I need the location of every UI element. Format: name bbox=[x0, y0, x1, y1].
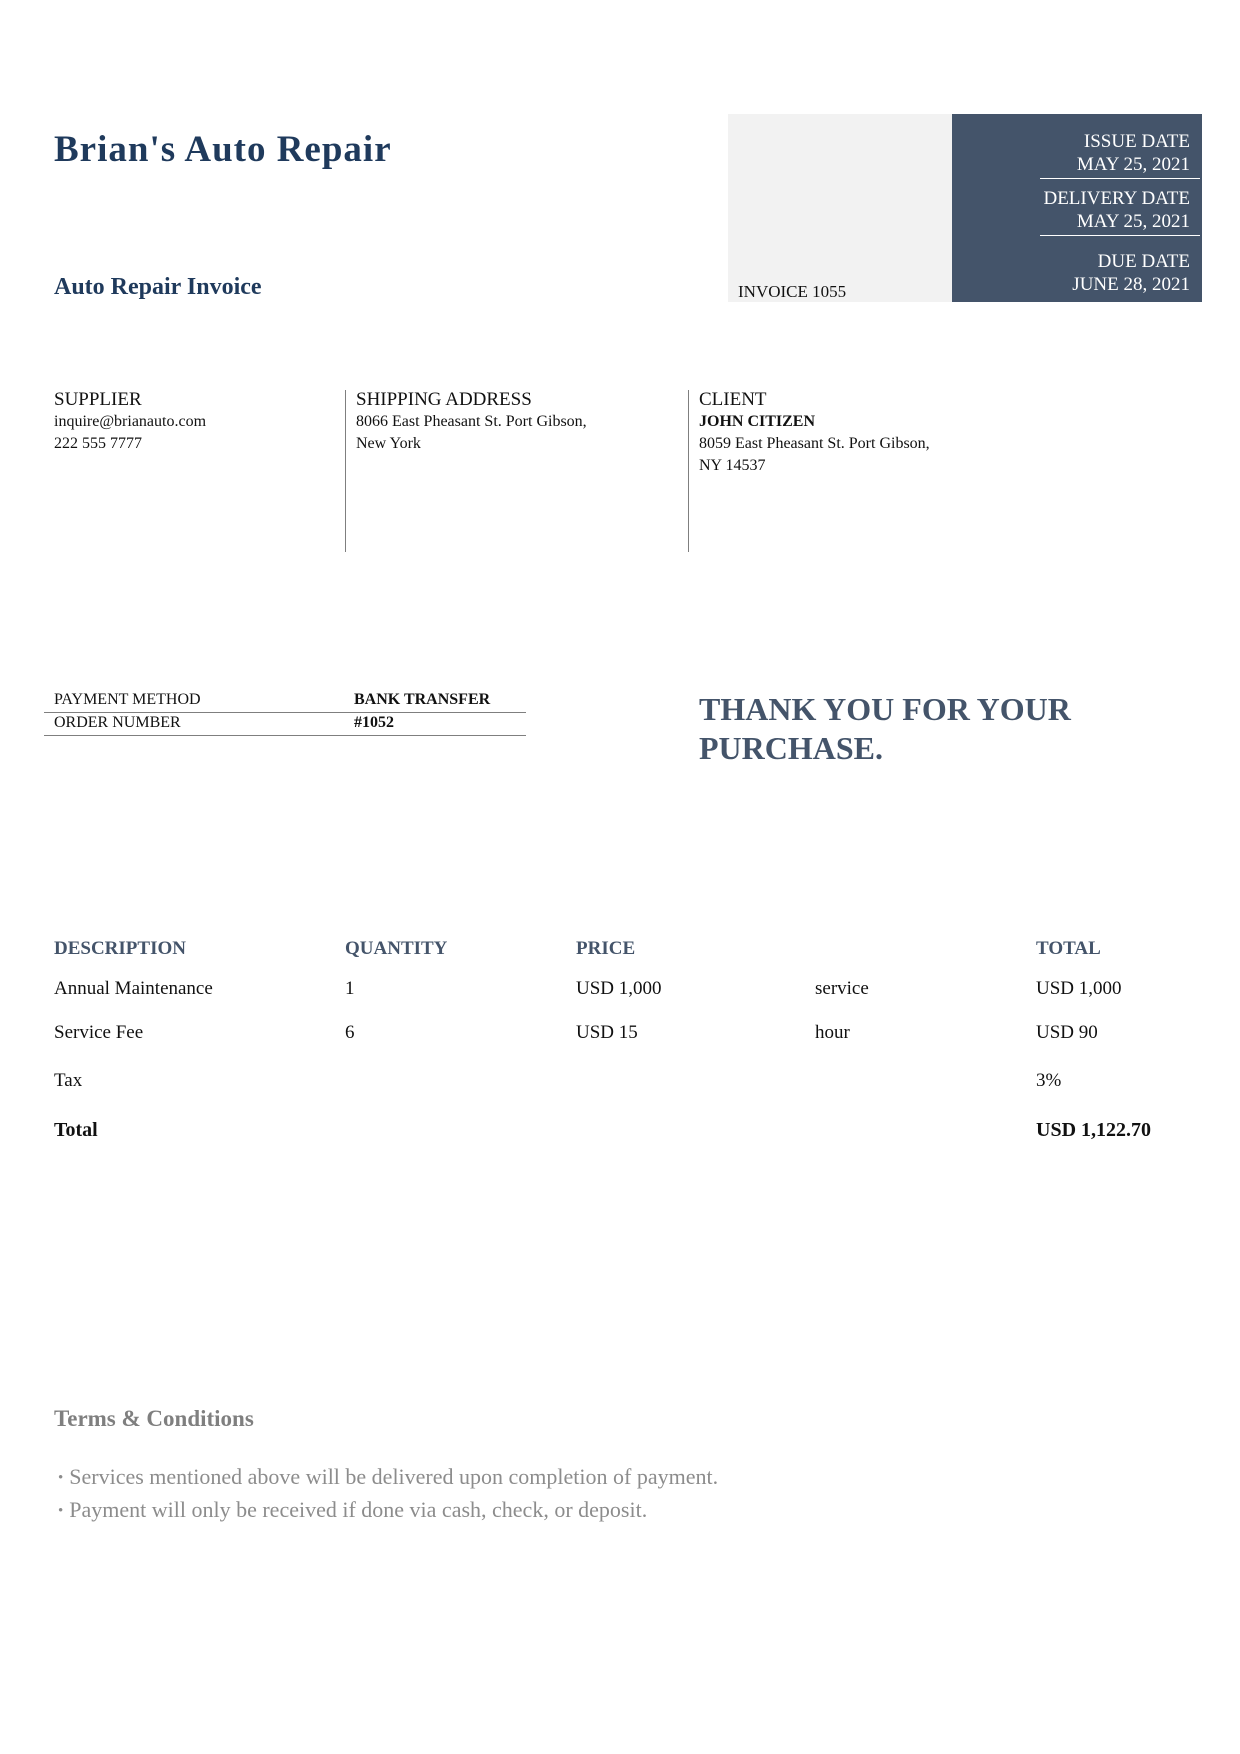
payment-divider bbox=[44, 735, 526, 736]
invoice-number-box bbox=[728, 114, 952, 302]
row-unit: hour bbox=[815, 1022, 850, 1043]
payment-divider bbox=[44, 712, 526, 713]
row-description: Service Fee bbox=[54, 1022, 144, 1043]
supplier-phone: 222 555 7777 bbox=[54, 435, 142, 452]
order-number-label: ORDER NUMBER bbox=[54, 714, 181, 731]
header-total: TOTAL bbox=[1036, 938, 1101, 959]
invoice-number: INVOICE 1055 bbox=[738, 282, 847, 301]
supplier-section bbox=[54, 389, 206, 455]
client-section bbox=[699, 389, 930, 477]
payment-method-value: BANK TRANSFER bbox=[354, 691, 491, 708]
tax-label: Tax bbox=[54, 1070, 83, 1091]
grand-total-value: USD 1,122.70 bbox=[1036, 1119, 1152, 1141]
bullet-icon: • bbox=[58, 1503, 64, 1519]
client-name: JOHN CITIZEN bbox=[699, 413, 816, 430]
header-quantity: QUANTITY bbox=[345, 938, 448, 959]
terms-list bbox=[58, 1462, 718, 1528]
header-price: PRICE bbox=[576, 938, 636, 959]
thank-you-line1: THANK YOU FOR YOUR bbox=[699, 691, 1071, 727]
payment-method-label: PAYMENT METHOD bbox=[54, 691, 201, 708]
row-price: USD 15 bbox=[576, 1022, 638, 1043]
order-number-value: #1052 bbox=[354, 714, 394, 731]
issue-date-label: ISSUE DATE bbox=[1083, 131, 1190, 152]
shipping-line1: 8066 East Pheasant St. Port Gibson, bbox=[356, 413, 587, 430]
thank-you-line2: PURCHASE. bbox=[699, 730, 884, 766]
row-total: USD 1,000 bbox=[1036, 978, 1122, 999]
client-line2: NY 14537 bbox=[699, 457, 766, 474]
row-unit: service bbox=[815, 978, 869, 999]
row-quantity: 6 bbox=[345, 1022, 355, 1043]
delivery-date-value: MAY 25, 2021 bbox=[1076, 211, 1190, 232]
thank-you-message bbox=[699, 690, 1159, 768]
supplier-email: inquire@brianauto.com bbox=[54, 413, 207, 430]
tax-value: 3% bbox=[1036, 1070, 1062, 1091]
client-line1: 8059 East Pheasant St. Port Gibson, bbox=[699, 435, 930, 452]
due-date bbox=[1072, 250, 1190, 296]
supplier-title: SUPPLIER bbox=[54, 389, 142, 410]
terms-item-text: Services mentioned above will be delivered upon completion of payment. bbox=[69, 1464, 719, 1489]
grand-total-label: Total bbox=[54, 1119, 98, 1141]
terms-item-text: Payment will only be received if done via cash, check, or deposit. bbox=[69, 1497, 648, 1522]
list-item bbox=[58, 1495, 718, 1528]
shipping-section bbox=[356, 389, 587, 455]
dates-panel bbox=[952, 114, 1202, 302]
delivery-date bbox=[1043, 187, 1190, 233]
row-description: Annual Maintenance bbox=[54, 978, 213, 999]
row-total: USD 90 bbox=[1036, 1022, 1098, 1043]
issue-date bbox=[1077, 130, 1190, 176]
row-price: USD 1,000 bbox=[576, 978, 662, 999]
due-date-value: JUNE 28, 2021 bbox=[1072, 274, 1190, 295]
due-date-label: DUE DATE bbox=[1097, 251, 1190, 272]
list-item bbox=[58, 1462, 718, 1495]
shipping-title: SHIPPING ADDRESS bbox=[356, 389, 532, 410]
column-divider bbox=[688, 390, 689, 552]
invoice-subtitle: Auto Repair Invoice bbox=[54, 274, 262, 300]
column-divider bbox=[345, 390, 346, 552]
issue-date-value: MAY 25, 2021 bbox=[1076, 154, 1190, 175]
company-name: Brian's Auto Repair bbox=[54, 129, 392, 170]
date-divider bbox=[1040, 178, 1200, 179]
header-description: DESCRIPTION bbox=[54, 938, 186, 959]
bullet-icon: • bbox=[58, 1470, 64, 1486]
date-divider bbox=[1040, 235, 1200, 236]
row-quantity: 1 bbox=[345, 978, 355, 999]
delivery-date-label: DELIVERY DATE bbox=[1043, 188, 1190, 209]
terms-title: Terms & Conditions bbox=[54, 1406, 254, 1431]
client-title: CLIENT bbox=[699, 389, 767, 410]
shipping-line2: New York bbox=[356, 435, 421, 452]
